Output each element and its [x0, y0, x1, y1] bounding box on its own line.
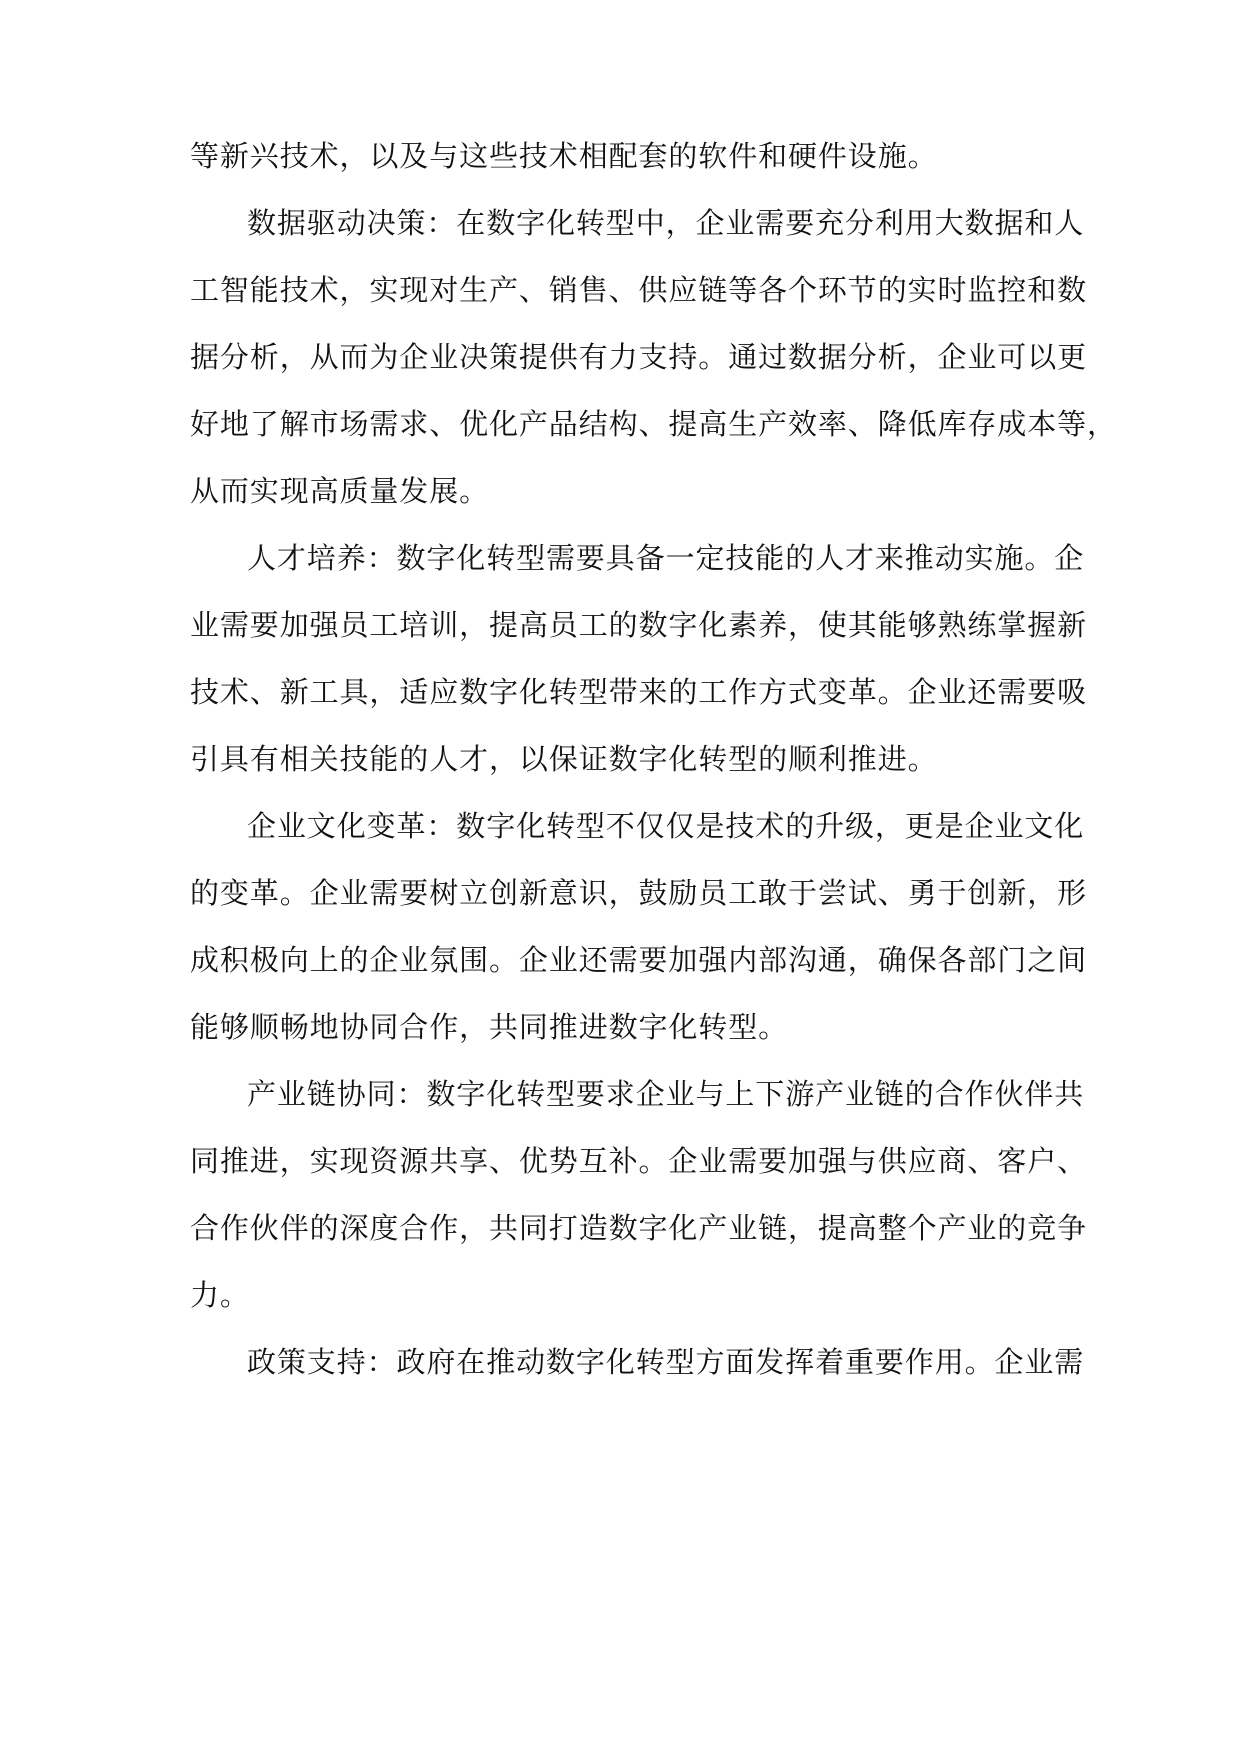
paragraph-talent-line: 人才培养：数字化转型需要具备一定技能的人才来推动实施。企 — [247, 541, 1085, 575]
paragraph-culture-line: 能够顺畅地协同合作，共同推进数字化转型。 — [190, 1010, 789, 1044]
paragraph-data-driven-line: 数据驱动决策：在数字化转型中，企业需要充分利用大数据和人 — [247, 206, 1085, 240]
paragraph-industry-chain-line: 力。 — [190, 1278, 250, 1312]
paragraph-industry-chain-line: 产业链协同：数字化转型要求企业与上下游产业链的合作伙伴共 — [247, 1077, 1085, 1111]
paragraph-continuation-line: 等新兴技术，以及与这些技术相配套的软件和硬件设施。 — [190, 139, 938, 173]
paragraph-industry-chain-line: 合作伙伴的深度合作，共同打造数字化产业链，提高整个产业的竞争 — [190, 1211, 1088, 1245]
paragraph-culture-line: 企业文化变革：数字化转型不仅仅是技术的升级，更是企业文化 — [247, 809, 1085, 843]
paragraph-industry-chain-line: 同推进，实现资源共享、优势互补。企业需要加强与供应商、客户、 — [190, 1144, 1088, 1178]
paragraph-culture-line: 的变革。企业需要树立创新意识，鼓励员工敢于尝试、勇于创新，形 — [190, 876, 1088, 910]
paragraph-culture-line: 成积极向上的企业氛围。企业还需要加强内部沟通，确保各部门之间 — [190, 943, 1088, 977]
paragraph-data-driven-line: 据分析，从而为企业决策提供有力支持。通过数据分析，企业可以更 — [190, 340, 1088, 374]
paragraph-talent-line: 引具有相关技能的人才，以保证数字化转型的顺利推进。 — [190, 742, 938, 776]
paragraph-policy-line: 政策支持：政府在推动数字化转型方面发挥着重要作用。企业需 — [247, 1345, 1085, 1379]
paragraph-data-driven-line: 从而实现高质量发展。 — [190, 474, 490, 508]
paragraph-data-driven-line: 好地了解市场需求、优化产品结构、提高生产效率、降低库存成本等， — [190, 407, 1117, 441]
paragraph-data-driven-line: 工智能技术，实现对生产、销售、供应链等各个环节的实时监控和数 — [190, 273, 1088, 307]
paragraph-talent-line: 业需要加强员工培训，提高员工的数字化素养，使其能够熟练掌握新 — [190, 608, 1088, 642]
paragraph-talent-line: 技术、新工具，适应数字化转型带来的工作方式变革。企业还需要吸 — [190, 675, 1088, 709]
